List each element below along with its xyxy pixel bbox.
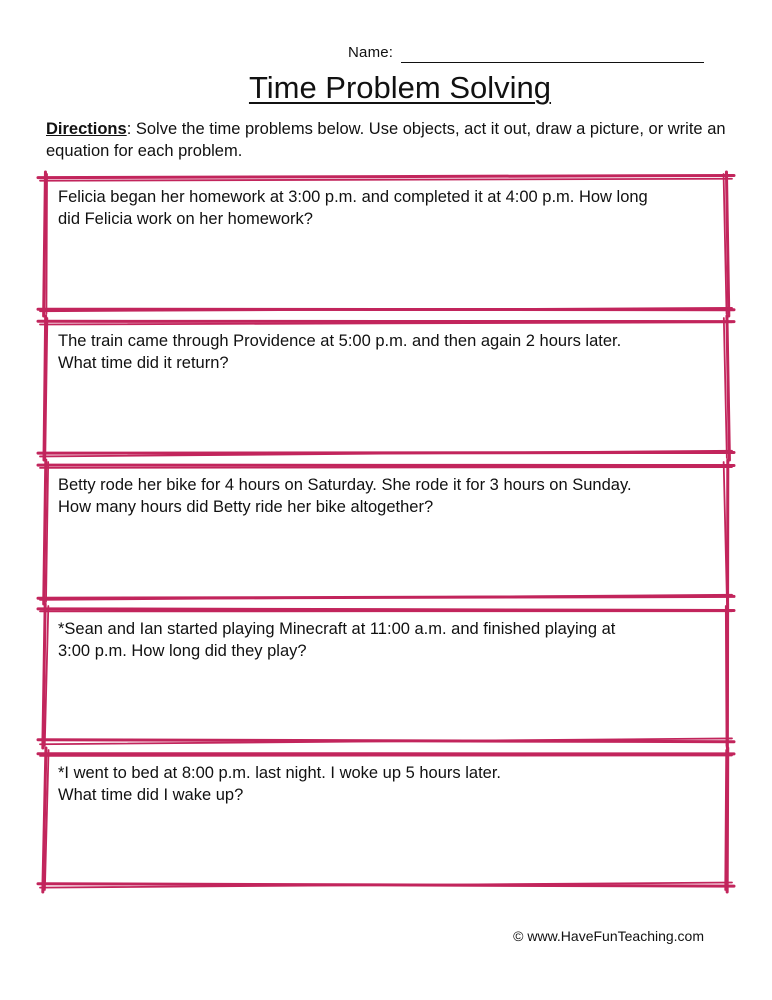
- page-title-text: Time Problem Solving: [248, 70, 552, 105]
- frame-stroke: [725, 750, 726, 890]
- directions: [46, 118, 736, 162]
- name-line[interactable]: [401, 62, 704, 63]
- frame-stroke: [727, 748, 728, 892]
- problem-box-5[interactable]: [42, 752, 730, 888]
- directions-text: : Solve the time problems below. Use objects, act it out, draw a picture, or write an equation for each problem.: [46, 120, 726, 160]
- frame-stroke: [38, 176, 734, 178]
- name-label: Name:: [348, 44, 394, 61]
- directions-label: Directions: [46, 120, 127, 138]
- problem-box-3[interactable]: [42, 464, 730, 600]
- frame-stroke: [40, 467, 732, 468]
- frame-stroke: [44, 172, 46, 316]
- problem-text-3: Betty rode her bike for 4 hours on Saturday. She rode it for 3 hours on Sunday. How many hours did Betty ride her bike altogether?: [58, 476, 632, 516]
- problem-text-5: *I went to bed at 8:00 p.m. last night. I woke up 5 hours later. What time did I wake up?: [58, 764, 502, 804]
- problem-text-4: *Sean and Ian started playing Minecraft at 11:00 a.m. and finished playing at 3:00 p.m. How long did they play?: [58, 620, 616, 660]
- frame-stroke: [38, 609, 734, 611]
- problem-text-1: Felicia began her homework at 3:00 p.m. and completed it at 4:00 p.m. How long did Felicia work on her homework?: [58, 188, 648, 228]
- problem-box-2[interactable]: [42, 320, 730, 456]
- problem-text-2: The train came through Providence at 5:00 p.m. and then again 2 hours later. What time did it return?: [58, 332, 622, 372]
- copyright-footer: © www.HaveFunTeaching.com: [513, 928, 704, 944]
- problem-box-4[interactable]: [42, 608, 730, 744]
- frame-stroke: [40, 179, 732, 181]
- frame-stroke: [726, 606, 727, 746]
- page-title: [0, 70, 772, 106]
- problem-box-1[interactable]: [42, 176, 730, 312]
- frame-stroke: [46, 174, 47, 314]
